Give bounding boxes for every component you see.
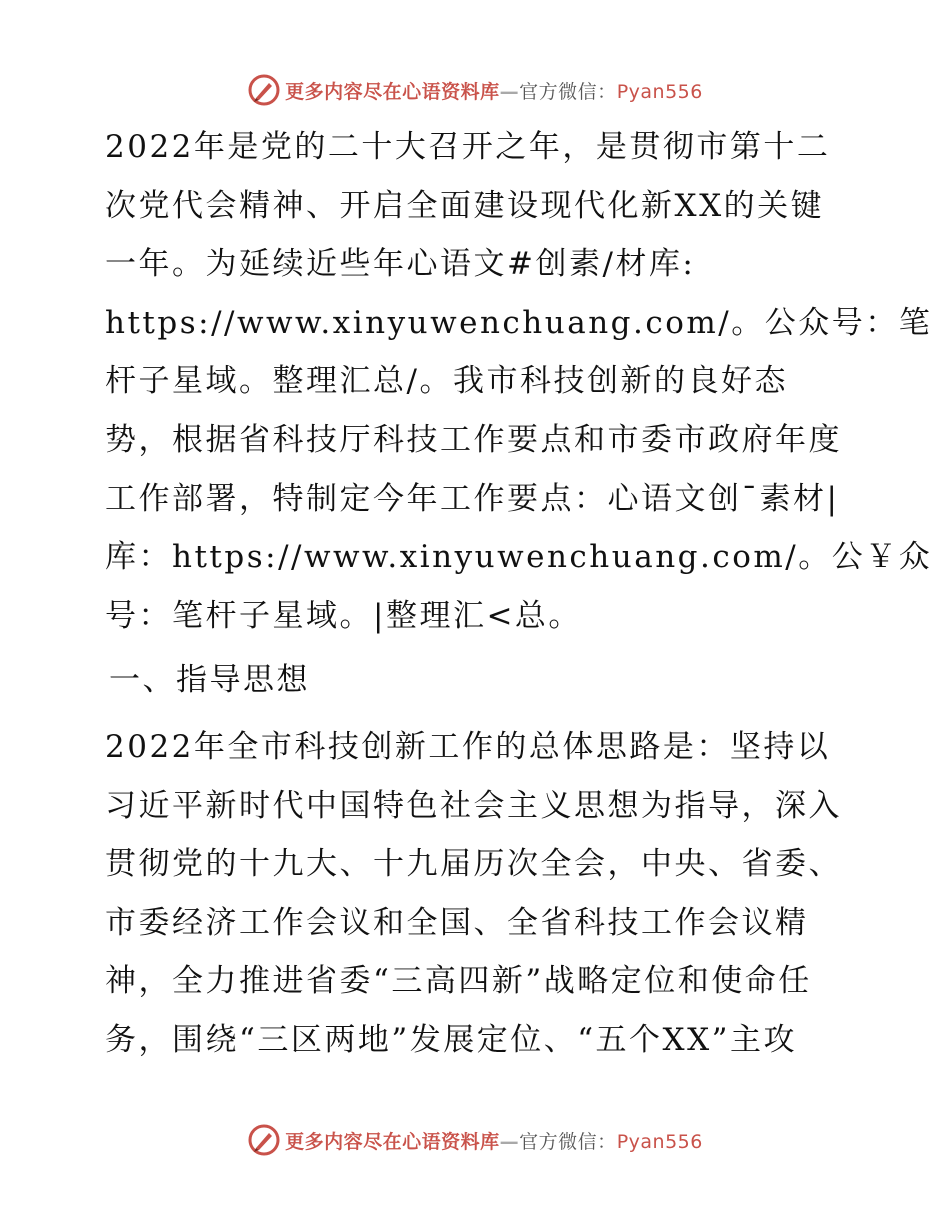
watermark-separator: — xyxy=(499,80,520,103)
watermark-official-label: 官方微信： xyxy=(519,1130,617,1153)
paragraph-line: 杆子星域。整理汇总/。我市科技创新的良好态 xyxy=(105,363,788,400)
paragraph-line: 势，根据省科技厅科技工作要点和市委市政府年度 xyxy=(105,421,842,458)
watermark-footer xyxy=(0,1120,950,1160)
paragraph-line: 贯彻党的十九大、十九届历次全会，中央、省委、 xyxy=(105,846,842,883)
paragraph-line: 工作部署，特制定今年工作要点：心语文创¯素材| xyxy=(105,480,840,517)
paragraph-line: 号：笔杆子星域。|整理汇<总。 xyxy=(105,597,582,634)
pen-logo-icon xyxy=(247,1123,281,1157)
watermark-official-label: 官方微信： xyxy=(519,80,617,103)
paragraph-line: 次党代会精神、开启全面建设现代化新XX的关键 xyxy=(105,187,825,224)
paragraph-line: 库：https://www.xinyuwenchuang.com/。公￥众 xyxy=(105,539,933,576)
watermark-wechat-id: Pyan556 xyxy=(616,80,703,103)
paragraph-line: https://www.xinyuwenchuang.com/。公众号：笔 xyxy=(105,304,933,341)
watermark-header xyxy=(0,70,950,110)
pen-logo-icon xyxy=(247,73,281,107)
paragraph-line: 2022年是党的二十大召开之年，是贯彻市第十二 xyxy=(105,129,831,165)
paragraph-intro xyxy=(97,118,933,645)
paragraph-guiding-thought xyxy=(97,718,857,1070)
watermark-brand: 更多内容尽在心语资料库 xyxy=(285,1130,500,1153)
watermark-wechat-id: Pyan556 xyxy=(616,1130,703,1153)
paragraph-line: 神，全力推进省委“三高四新”战略定位和使命任 xyxy=(105,963,812,1000)
paragraph-line: 一年。为延续近些年心语文#创素/材库: xyxy=(105,246,696,283)
paragraph-line: 市委经济工作会议和全国、全省科技工作会议精 xyxy=(105,904,809,941)
document-body xyxy=(97,118,933,1070)
section-heading: 一、指导思想 xyxy=(109,662,310,699)
paragraph-line: 2022年全市科技创新工作的总体思路是：坚持以 xyxy=(105,728,831,765)
paragraph-line: 务，围绕“三区两地”发展定位、“五个XX”主攻 xyxy=(105,1021,798,1058)
watermark-separator: — xyxy=(499,1130,520,1153)
watermark-brand: 更多内容尽在心语资料库 xyxy=(285,80,500,103)
paragraph-line: 习近平新时代中国特色社会主义思想为指导，深入 xyxy=(105,787,842,824)
